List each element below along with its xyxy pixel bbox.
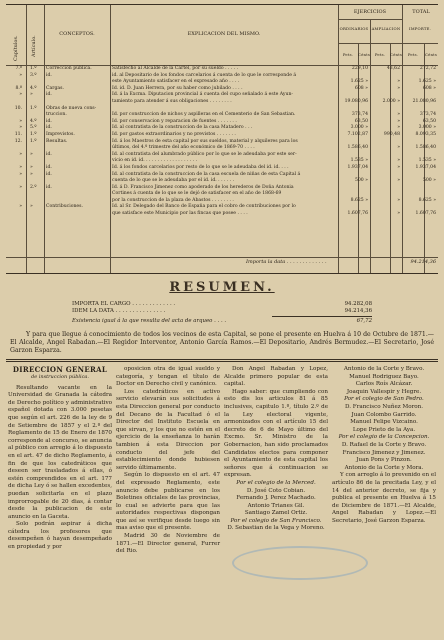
table-row	[6, 197, 438, 204]
table-cell-cap: »	[19, 184, 22, 190]
table-cell-ord: 373,74	[351, 112, 368, 118]
table-cell-cap: »	[19, 118, 22, 124]
table-cell-exp: que satisface este Municipio por las fincas que posee . . . .	[112, 211, 248, 217]
table-row	[6, 151, 438, 158]
table-cell-art: 5.º	[30, 125, 37, 131]
table-cell-con: id.	[46, 92, 52, 98]
candidate-name: Francisco Jimenez y Jimenez.	[342, 449, 426, 456]
table-cell-art: »	[30, 151, 33, 157]
candidate-name: Juan Colombo Garrido.	[351, 411, 417, 418]
cargo-value: 94.282,08	[344, 301, 372, 307]
table-row	[6, 118, 438, 125]
col1-paragraph-1: Resultando vacante en la Universidad de Granada la cátedra de Derecho político y administrativo español dotada con 3.000 pesetas que según el art. 226 de la ley de 9 de Setiembre de 1857 y el 2.º del Reglamento de 15 de Enero de 1870 corresponde al concurso, se anuncia al público con arreglo á lo dispuesto en el art. 47 de dicho Reglamento, á fin de que los catedráticos que deseen ser trasladados á ellas, ó estén comprendidos en el art. 177 de dicha Ley ó se hallen excedentes, puedan solicitarla en el plazo improrrogable de 20 dias, á contar desde la publicacion de este anuncio en la Gaceta.	[8, 384, 112, 520]
table-cell-exp: Id. al Sr. Delegado del Banco de España para el cobro de contribuciones por lo	[112, 204, 296, 210]
header-cents-2: Cénts	[390, 52, 403, 57]
table-cell-con: id.	[46, 151, 52, 157]
table-cell-tot: 3.000 »	[418, 125, 436, 131]
data-label: IDEM LA DATA . . . . . . . . . . . . . . .	[72, 308, 166, 314]
table-cell-ord: 8.625 »	[350, 197, 368, 203]
table-cell-art: 1.º	[30, 131, 37, 137]
direccion-title: DIRECCION GENERAL	[12, 365, 108, 374]
table-cell-amp: »	[397, 85, 400, 91]
table-cell-tot: 1.625 »	[418, 79, 436, 85]
table-cell-tot: 63,50	[422, 118, 436, 124]
candidate-name: Juan Pons y Pinzon.	[356, 457, 412, 464]
table-cell-cap: 7.º	[15, 66, 22, 71]
table-cell-exp: Id. por gastos extraordinarios y no previstos . . . . . . .	[112, 131, 236, 137]
table-cell-amp: »	[397, 125, 400, 131]
table-cell-amp: 990,48	[383, 131, 400, 137]
table-cell-exp: Id. por construccion de nichos y aspilleras en el Cementerio de San Sebastian.	[112, 112, 296, 118]
table-cell-art: »	[30, 204, 33, 210]
header-ejercicios: EJERCICIOS	[353, 9, 387, 15]
table-row	[6, 72, 438, 79]
table-cell-art: »	[30, 164, 33, 170]
col3-paragraph-2: Hago saber: que cumpliendo con esto dis los articulos 81 á 85 inclusives, capitulo 1.º, título 2.º de la Ley electoral vigente, armonizados con el artículo 15 del decreto de 6 de Mayo último del Excmo. Sr. Ministro de la Gobernacion, han sido proclamados Candidatos electos para componer el Ayuntamiento de esta capital los señores que á continuacion se expresan.	[224, 388, 328, 479]
table-body	[6, 65, 438, 217]
col1-paragraph-2: Solo podrán aspirar á dicha cátedra los profesores que desempeñen ó hayan desempeñado en propiedad y por	[8, 521, 112, 551]
table-cell-cap: »	[19, 125, 22, 131]
table-cell-exp: Id. á la Excma. Diputacion provincial á cuenta del cupo señalado á este Ayun-	[112, 92, 293, 98]
table-cell-exp: Id. al contratista de la construccion de la casa Matadero . . .	[112, 125, 253, 131]
table-cell-amp: »	[397, 178, 400, 184]
table-row	[6, 124, 438, 131]
table-cell-tot: 608 »	[422, 85, 436, 91]
table-cell-amp: »	[397, 79, 400, 85]
table-cell-cap: 12.	[14, 138, 22, 144]
table-cell-cap: »	[19, 164, 22, 170]
table-cell-con: Correccion pública.	[46, 66, 92, 71]
table-cell-cap: »	[19, 204, 22, 210]
table-cell-tot: 21.080,96	[412, 98, 436, 104]
resumen-block	[72, 301, 372, 325]
header-ptas-1: Pets.	[342, 52, 354, 57]
table-cell-ord: 3.000 »	[350, 125, 368, 131]
resumen-title: RESUMEN.	[169, 280, 275, 295]
header-explicacion: EXPLICACION DEL MISMO.	[187, 31, 261, 37]
col3-heading-2: Por el colegio de San Francisco.	[230, 517, 322, 524]
header-capitulo: Capítulos.	[13, 35, 19, 61]
existencia-label: Existencia igual á la que resulta del acta de arqueo . . . .	[72, 318, 227, 324]
candidate-name: Joaquin Vallespir y Hegre.	[346, 388, 422, 395]
candidate-name: Santiago Zamel Ortiz.	[244, 510, 308, 517]
total-value: 94.214,36	[410, 259, 436, 265]
table-cell-exp: id. al Depositario de los fondos carcelarios á cuenta de lo que le corresponde á	[112, 72, 297, 78]
col3-paragraph-1: Don Angel Rabadan y Lopez, Alcalde primero popular de esta capital.	[224, 366, 328, 388]
table-cell-exp: Id. á los fondos carcelarios por resto de lo que se le adeudaba del id. id. . . .	[112, 164, 289, 170]
table-cell-ord: 500 »	[354, 178, 368, 184]
table-cell-con: id.	[46, 171, 52, 177]
candidate-name: D. Sebastian de la Vega y Moreno.	[227, 525, 325, 532]
header-ampliacion: AMPLIACION	[371, 26, 401, 31]
column-1	[8, 366, 112, 556]
existencia-value: 67,72	[356, 318, 372, 324]
table-row	[6, 91, 438, 98]
table-cell-exp: tamiento para atender á sus obligaciones . . . . . . . .	[112, 98, 232, 104]
candidate-name: Antonio Trianes Gil.	[247, 502, 305, 509]
table-cell-con: id.	[46, 72, 52, 78]
table-row	[6, 111, 438, 118]
table-row	[6, 78, 438, 85]
table-cell-amp: »	[397, 145, 400, 151]
table-cell-ord: 19.080,96	[344, 98, 368, 104]
table-cell-con: truccion.	[46, 112, 67, 118]
table-cell-exp: Id. al contratista del alumbrado público por lo que se le adeudaba por este ser-	[112, 151, 297, 157]
table-row	[6, 157, 438, 164]
table-row	[6, 184, 438, 191]
column-4	[332, 366, 436, 556]
col2-paragraph-3: Según lo dispuesto en el art. 47 del expresado Reglamento, este anuncio debe publicarse en los Boletines oficiales de las provincias, lo cual se advierte para que las autoridades respectivas dispongan que así se verifique desde luego sin mas aviso que el presente.	[116, 472, 220, 532]
table-cell-con: id.	[46, 184, 52, 190]
table-cell-exp: vicio en id. id. . . . . . . . . . . . . . . . . . .	[112, 158, 198, 164]
table-row	[6, 203, 438, 210]
table-row	[6, 171, 438, 178]
table-cell-exp: Id. id. D. Juan Herrera, por su haber como jubilado . . . .	[112, 85, 243, 91]
table-cell-art: 3.º	[30, 72, 37, 78]
table-row	[6, 190, 438, 197]
table-cell-exp: cuenta de lo que se le adeudaba por el id. id. . . . . . .	[112, 178, 235, 184]
table-cell-con: Resultas.	[46, 138, 68, 144]
header-ptas-2: Pets.	[374, 52, 386, 57]
candidate-name: D. Francisco Nuñez Moron.	[344, 403, 424, 410]
table-cell-ord: 608 »	[354, 85, 368, 91]
table-cell-ord: 1.535 »	[350, 158, 368, 164]
table-cell-ord: 63,50	[354, 118, 368, 124]
table-cell-exp: últimos, del 4.º trimestre del año económico de 1869-70 . . . .	[112, 145, 255, 151]
col2-paragraph-1: oposicion otra de igual sueldo y categoría, y tengan el título de Doctor en Derecho civil y canónico.	[116, 366, 220, 388]
total-label: Importa la data . . . . . . . . . . . . .	[246, 259, 327, 265]
table-cell-exp: por la construccion de la plaza de Abastos . . . . . . . .	[112, 197, 234, 203]
table-cell-cap: »	[19, 92, 22, 98]
table-cell-exp: este Ayuntamiento satisfacer en el expresado año . . . .	[112, 79, 240, 85]
table-cell-ord: 1.937,04	[347, 164, 368, 170]
table-row	[6, 105, 438, 112]
table-cell-amp: »	[397, 211, 400, 217]
candidate-name: Manuel Felipe Vizcaino.	[350, 419, 418, 426]
table-cell-tot: 500 »	[422, 178, 436, 184]
table-cell-con: Cargas.	[46, 85, 64, 91]
table-cell-tot: 373,74	[419, 112, 436, 118]
direccion-subtitle: de instruccion pública.	[31, 374, 89, 380]
table-row	[6, 131, 438, 138]
table-cell-exp: Satisfecho al Alcalde de la Cartel, por su sueldo . . . . .	[112, 66, 239, 71]
table-cell-tot: 8.093,35	[415, 131, 436, 137]
table-cell-amp: »	[397, 164, 400, 170]
library-stamp-watermark	[232, 546, 368, 580]
table-cell-con: id.	[46, 118, 52, 124]
table-cell-tot: 272,72	[419, 66, 436, 71]
cargo-label: IMPORTA EL CARGO . . . . . . . . . . . . .	[72, 301, 176, 307]
table-cell-ord: 1.586,40	[347, 145, 368, 151]
table-cell-cap: 11.	[14, 131, 22, 137]
table-cell-tot: 1.535 »	[418, 158, 436, 164]
table-cell-exp: Id. á D. Francisco Jimenez como apoderado de los herederos de Doña Antonia	[112, 184, 294, 190]
col2-paragraph-4: Madrid 30 de Noviembre de 1871.—El Director general, Furrer del Rio.	[116, 533, 220, 555]
table-cell-exp: Id. al contratista de la construccion de la casa escuela de niñas de esta Capital á	[112, 171, 301, 177]
table-cell-art: 2.º	[30, 184, 37, 190]
table-cell-amp: 2.000 »	[382, 98, 400, 104]
col4-closing: Y con arreglo á lo prevenido en el artículo 86 de la precitada Ley, y el 14 del anterior decreto, se fija y publica el presente en Huelva á 15 de Diciembre de 1871.—El Alcalde, Angel Rabadan y Lopez.—El Secretario, José Garzon Esparza.	[332, 472, 436, 524]
table-cell-ord: 7.102,87	[347, 131, 368, 137]
header-total: TOTAL	[412, 9, 430, 15]
accounts-table	[6, 4, 438, 274]
table-row	[6, 85, 438, 92]
table-cell-tot: 1.937,04	[415, 164, 436, 170]
table-row	[6, 144, 438, 151]
table-row	[6, 65, 438, 72]
section-divider	[6, 359, 438, 362]
table-cell-con: id.	[46, 164, 52, 170]
header-ordinarios: ORDINARIOS	[339, 26, 369, 31]
table-cell-cap: 10.	[14, 105, 22, 111]
table-row	[6, 177, 438, 184]
table-cell-tot: 8.625 »	[418, 197, 436, 203]
table-cell-con: id.	[46, 125, 52, 131]
candidate-name: Fernando J. Perez Machado.	[236, 495, 316, 502]
closing-paragraph: Y para que llegue á conocimiento de todos los vecinos de esta Capital, se pone el presente en Huelva á 10 de Octubre de 1871.—El Alcalde, Angel Rabadan.—El Regidor Interventor, Antonio García Ramos.—El Depositario, Andrés Bermudez.—El Secretario, José Garzon Esparza.	[10, 331, 434, 354]
table-row	[6, 98, 438, 105]
article-columns	[6, 366, 438, 556]
table-cell-cap: »	[19, 72, 22, 78]
table-cell-art: 4.º	[30, 85, 37, 91]
table-cell-tot: 1.586,40	[415, 145, 436, 151]
table-cell-amp: »	[397, 118, 400, 124]
table-cell-tot: 1.607,76	[415, 211, 436, 217]
data-value: 94.214,36	[344, 308, 372, 314]
candidate-name: D. Rafael de la Corte y Bravo.	[341, 441, 427, 448]
header-cents-3: Cénts	[424, 52, 438, 57]
header-cents-1: Cénts	[358, 52, 371, 57]
table-cell-con: Contribuciones.	[46, 204, 83, 210]
col4-heading-1: Por el colegio de San Pedro.	[344, 396, 424, 403]
table-cell-amp: 43,62	[386, 66, 400, 71]
candidate-name: Antonio de la Corte y Bravo.	[343, 366, 425, 372]
table-cell-ord: 229,10	[351, 66, 368, 71]
table-cell-cap: 8.º	[15, 85, 22, 91]
table-cell-ord: 1.607,76	[347, 211, 368, 217]
column-3	[224, 366, 328, 556]
table-cell-cap: »	[19, 171, 22, 177]
table-cell-art: 1.º	[30, 66, 37, 71]
candidate-name: Antonio de la Corte y Mora.	[344, 464, 424, 471]
header-articulo: Artículo.	[31, 35, 37, 57]
candidate-name: D. José Coto Cobian.	[246, 487, 306, 494]
column-2	[116, 366, 220, 556]
table-row	[6, 138, 438, 145]
table-cell-con: Imprevistos.	[46, 131, 75, 137]
table-cell-exp: Id. por conservacion y reparacion de fuentes . . . . . . .	[112, 118, 237, 124]
table-cell-art: »	[30, 92, 33, 98]
table-cell-amp: »	[397, 112, 400, 118]
candidate-name: Manuel Rodriguez Bayo.	[349, 373, 419, 380]
table-row	[6, 210, 438, 217]
table-row	[6, 164, 438, 171]
table-cell-art: »	[30, 171, 33, 177]
table-cell-con: Obras de nueva cons-	[46, 105, 97, 111]
candidate-name: Lope Prieto de la Aya.	[352, 426, 416, 433]
table-cell-art: 4.º	[30, 118, 37, 124]
header-conceptos: CONCEPTOS.	[59, 31, 95, 37]
candidate-name: Carlos Roís Alcázar.	[355, 381, 413, 388]
table-cell-art: 1.º	[30, 138, 37, 144]
col4-heading-2: Por el colegio de la Concepcion.	[338, 434, 430, 441]
table-cell-amp: »	[397, 197, 400, 203]
table-cell-exp: Id. á los Maestros de esta capital por sus sueldos, material y alquileres para los	[112, 138, 298, 144]
header-importe: IMPORTE.	[409, 26, 431, 31]
table-cell-amp: »	[397, 158, 400, 164]
header-ptas-3: Pets.	[407, 52, 419, 57]
table-cell-art: 1.º	[30, 105, 37, 111]
table-cell-exp: Cortines á cuenta de lo que se le dejó de satisfacer en el año de 1868-69	[112, 191, 282, 197]
col2-paragraph-2: Los catedráticos en activo servicio elevarán sus solicitudes á esta Direccion general por conducto del Decano de la Facultad ó el Director del Instituto Escuela en que sirvan, y los que no estén en el ejercicio de la enseñanza lo harán tambien á esta Direccion por conducto del jefe del establecimiento donde hubiesen servido últimamente.	[116, 388, 220, 471]
table-cell-ord: 1.625 »	[350, 79, 368, 85]
col3-heading-1: Por el colegio de la Merced.	[236, 479, 316, 486]
table-cell-cap: »	[19, 151, 22, 157]
